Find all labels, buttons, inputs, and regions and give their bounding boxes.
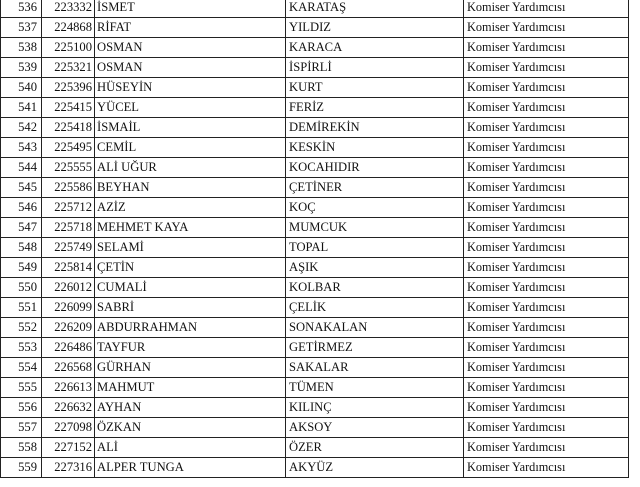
rank-title-cell: Komiser Yardımcısı	[464, 58, 629, 78]
row-number-cell: 539	[1, 58, 42, 78]
rank-title-cell: Komiser Yardımcısı	[464, 338, 629, 358]
last-name-cell: TOPAL	[286, 238, 464, 258]
registry-number-cell: 226099	[42, 298, 95, 318]
registry-number-cell: 225321	[42, 58, 95, 78]
first-name-cell: ALİ	[95, 438, 286, 458]
rank-title-cell: Komiser Yardımcısı	[464, 78, 629, 98]
rank-title-cell: Komiser Yardımcısı	[464, 218, 629, 238]
registry-number-cell: 225718	[42, 218, 95, 238]
row-number-cell: 543	[1, 138, 42, 158]
rank-title-cell: Komiser Yardımcısı	[464, 438, 629, 458]
rank-title-cell: Komiser Yardımcısı	[464, 18, 629, 38]
row-number-cell: 552	[1, 318, 42, 338]
table-row	[1, 378, 629, 398]
last-name-cell: MUMCUK	[286, 218, 464, 238]
table-row	[1, 198, 629, 218]
table-row	[1, 18, 629, 38]
rank-title-cell: Komiser Yardımcısı	[464, 138, 629, 158]
rank-title-cell: Komiser Yardımcısı	[464, 398, 629, 418]
registry-number-cell: 225418	[42, 118, 95, 138]
first-name-cell: ALPER TUNGA	[95, 458, 286, 478]
table-row	[1, 398, 629, 418]
first-name-cell: GÜRHAN	[95, 358, 286, 378]
table-row	[1, 238, 629, 258]
registry-number-cell: 226209	[42, 318, 95, 338]
first-name-cell: HÜSEYİN	[95, 78, 286, 98]
rank-title-cell: Komiser Yardımcısı	[464, 238, 629, 258]
rank-title-cell: Komiser Yardımcısı	[464, 38, 629, 58]
registry-number-cell: 226568	[42, 358, 95, 378]
row-number-cell: 537	[1, 18, 42, 38]
row-number-cell: 536	[1, 0, 42, 18]
first-name-cell: TAYFUR	[95, 338, 286, 358]
rank-title-cell: Komiser Yardımcısı	[464, 298, 629, 318]
registry-number-cell: 225712	[42, 198, 95, 218]
rank-title-cell: Komiser Yardımcısı	[464, 278, 629, 298]
last-name-cell: AŞIK	[286, 258, 464, 278]
first-name-cell: OSMAN	[95, 58, 286, 78]
rank-title-cell: Komiser Yardımcısı	[464, 458, 629, 478]
registry-number-cell: 225100	[42, 38, 95, 58]
first-name-cell: ÇETİN	[95, 258, 286, 278]
last-name-cell: KARACA	[286, 38, 464, 58]
row-number-cell: 540	[1, 78, 42, 98]
row-number-cell: 558	[1, 438, 42, 458]
last-name-cell: AKSOY	[286, 418, 464, 438]
first-name-cell: OSMAN	[95, 38, 286, 58]
last-name-cell: KESKİN	[286, 138, 464, 158]
registry-number-cell: 226613	[42, 378, 95, 398]
first-name-cell: YÜCEL	[95, 98, 286, 118]
row-number-cell: 554	[1, 358, 42, 378]
first-name-cell: ALİ UĞUR	[95, 158, 286, 178]
first-name-cell: ÖZKAN	[95, 418, 286, 438]
first-name-cell: İSMAİL	[95, 118, 286, 138]
row-number-cell: 541	[1, 98, 42, 118]
row-number-cell: 544	[1, 158, 42, 178]
table-row	[1, 98, 629, 118]
table-row	[1, 438, 629, 458]
registry-number-cell: 223332	[42, 0, 95, 18]
table-row	[1, 178, 629, 198]
table-row	[1, 258, 629, 278]
registry-number-cell: 225396	[42, 78, 95, 98]
registry-number-cell: 224868	[42, 18, 95, 38]
first-name-cell: MAHMUT	[95, 378, 286, 398]
last-name-cell: ÇETİNER	[286, 178, 464, 198]
row-number-cell: 551	[1, 298, 42, 318]
table-row	[1, 278, 629, 298]
last-name-cell: KURT	[286, 78, 464, 98]
registry-number-cell: 227316	[42, 458, 95, 478]
table-row	[1, 218, 629, 238]
rank-title-cell: Komiser Yardımcısı	[464, 178, 629, 198]
table-row	[1, 158, 629, 178]
registry-number-cell: 225415	[42, 98, 95, 118]
row-number-cell: 553	[1, 338, 42, 358]
table-row	[1, 58, 629, 78]
first-name-cell: AZİZ	[95, 198, 286, 218]
first-name-cell: İSMET	[95, 0, 286, 18]
row-number-cell: 549	[1, 258, 42, 278]
last-name-cell: KOCAHIDIR	[286, 158, 464, 178]
registry-number-cell: 227098	[42, 418, 95, 438]
registry-number-cell: 227152	[42, 438, 95, 458]
last-name-cell: DEMİREKİN	[286, 118, 464, 138]
rank-title-cell: Komiser Yardımcısı	[464, 0, 629, 18]
rank-title-cell: Komiser Yardımcısı	[464, 258, 629, 278]
row-number-cell: 559	[1, 458, 42, 478]
rank-title-cell: Komiser Yardımcısı	[464, 158, 629, 178]
row-number-cell: 556	[1, 398, 42, 418]
row-number-cell: 557	[1, 418, 42, 438]
rank-title-cell: Komiser Yardımcısı	[464, 378, 629, 398]
last-name-cell: KOÇ	[286, 198, 464, 218]
table-row	[1, 318, 629, 338]
table-row	[1, 458, 629, 478]
personnel-table-body	[1, 0, 629, 478]
first-name-cell: CUMALİ	[95, 278, 286, 298]
registry-number-cell: 226012	[42, 278, 95, 298]
last-name-cell: FERİZ	[286, 98, 464, 118]
first-name-cell: CEMİL	[95, 138, 286, 158]
rank-title-cell: Komiser Yardımcısı	[464, 198, 629, 218]
last-name-cell: YILDIZ	[286, 18, 464, 38]
last-name-cell: ÖZER	[286, 438, 464, 458]
rank-title-cell: Komiser Yardımcısı	[464, 418, 629, 438]
rank-title-cell: Komiser Yardımcısı	[464, 118, 629, 138]
table-row	[1, 298, 629, 318]
first-name-cell: AYHAN	[95, 398, 286, 418]
first-name-cell: RİFAT	[95, 18, 286, 38]
last-name-cell: SAKALAR	[286, 358, 464, 378]
rank-title-cell: Komiser Yardımcısı	[464, 318, 629, 338]
row-number-cell: 547	[1, 218, 42, 238]
row-number-cell: 550	[1, 278, 42, 298]
last-name-cell: KARATAŞ	[286, 0, 464, 18]
rank-title-cell: Komiser Yardımcısı	[464, 358, 629, 378]
row-number-cell: 548	[1, 238, 42, 258]
first-name-cell: SABRİ	[95, 298, 286, 318]
last-name-cell: AKYÜZ	[286, 458, 464, 478]
last-name-cell: SONAKALAN	[286, 318, 464, 338]
first-name-cell: SELAMİ	[95, 238, 286, 258]
registry-number-cell: 225749	[42, 238, 95, 258]
table-row	[1, 338, 629, 358]
rank-title-cell: Komiser Yardımcısı	[464, 98, 629, 118]
row-number-cell: 545	[1, 178, 42, 198]
registry-number-cell: 225495	[42, 138, 95, 158]
last-name-cell: TÜMEN	[286, 378, 464, 398]
last-name-cell: İSPİRLİ	[286, 58, 464, 78]
first-name-cell: ABDURRAHMAN	[95, 318, 286, 338]
last-name-cell: KILINÇ	[286, 398, 464, 418]
last-name-cell: KOLBAR	[286, 278, 464, 298]
row-number-cell: 555	[1, 378, 42, 398]
registry-number-cell: 226632	[42, 398, 95, 418]
table-row	[1, 0, 629, 18]
table-row	[1, 38, 629, 58]
registry-number-cell: 225586	[42, 178, 95, 198]
table-row	[1, 78, 629, 98]
table-row	[1, 118, 629, 138]
row-number-cell: 546	[1, 198, 42, 218]
table-row	[1, 138, 629, 158]
row-number-cell: 538	[1, 38, 42, 58]
registry-number-cell: 225555	[42, 158, 95, 178]
registry-number-cell: 225814	[42, 258, 95, 278]
table-row	[1, 418, 629, 438]
table-row	[1, 358, 629, 378]
first-name-cell: MEHMET KAYA	[95, 218, 286, 238]
last-name-cell: ÇELİK	[286, 298, 464, 318]
last-name-cell: GETİRMEZ	[286, 338, 464, 358]
row-number-cell: 542	[1, 118, 42, 138]
first-name-cell: BEYHAN	[95, 178, 286, 198]
registry-number-cell: 226486	[42, 338, 95, 358]
